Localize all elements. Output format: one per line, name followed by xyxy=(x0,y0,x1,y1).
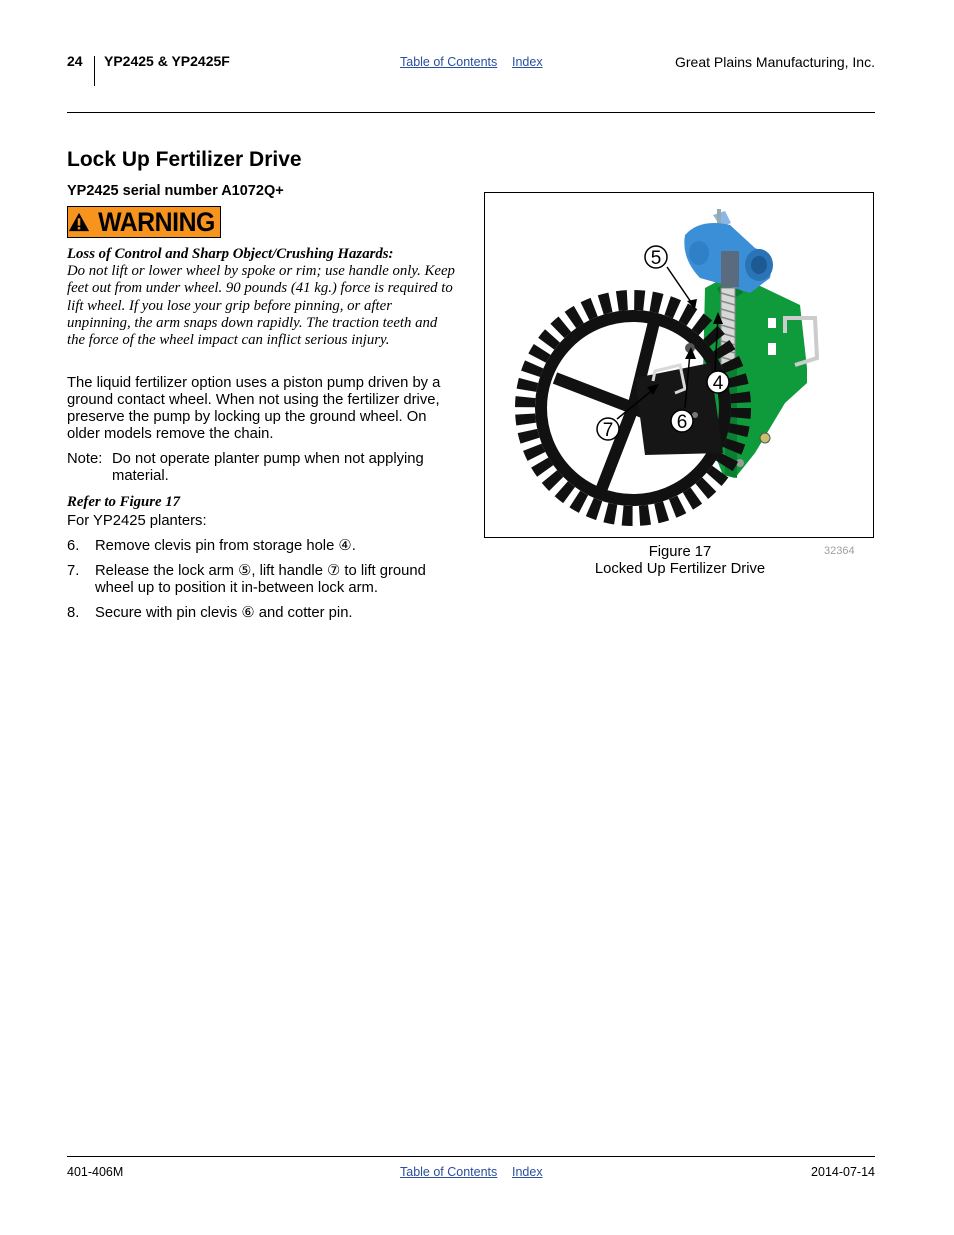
header-rule xyxy=(67,112,875,113)
step-number: 8. xyxy=(67,605,80,621)
model-name: YP2425 & YP2425F xyxy=(104,53,230,69)
warning-text: WARNING xyxy=(98,206,215,237)
figure-caption xyxy=(484,544,876,578)
note-text: Do not operate planter pump when not applying material. xyxy=(112,451,424,484)
step-list xyxy=(67,538,459,630)
warning-label xyxy=(67,206,221,238)
callout-4 xyxy=(707,371,729,394)
footer-toc-link[interactable]: Table of Contents xyxy=(400,1165,498,1179)
warning-triangle-icon xyxy=(68,211,90,233)
hazard-title: Loss of Control and Sharp Object/Crushing Hazards: xyxy=(67,246,394,262)
step-text: Secure with pin clevis ⑥ and cotter pin. xyxy=(95,605,353,621)
header-index-link[interactable]: Index xyxy=(512,55,543,69)
publication-date: 2014-07-14 xyxy=(811,1165,875,1179)
step-text: Release the lock arm ⑤, lift handle ⑦ to lift ground wheel up to position it in-between lock arm. xyxy=(95,563,426,596)
list-item xyxy=(67,563,459,597)
list-item xyxy=(67,605,459,622)
section-title: Lock Up Fertilizer Drive xyxy=(67,148,302,171)
callout-6 xyxy=(671,410,693,433)
svg-text:4: 4 xyxy=(712,373,724,394)
footer-rule xyxy=(67,1156,875,1157)
hazard-statement xyxy=(67,246,459,349)
figure-image-id: 32364 xyxy=(824,545,855,557)
company-name: Great Plains Manufacturing, Inc. xyxy=(675,54,875,70)
intro-paragraph: The liquid fertilizer option uses a piston pump driven by a ground contact wheel. When not using the fertilizer drive, preserve the pump by locking up the ground wheel. On older models remove the chain. xyxy=(67,375,441,442)
svg-text:7: 7 xyxy=(602,420,614,441)
header-divider xyxy=(94,56,95,86)
serial-subtitle: YP2425 serial number A1072Q+ xyxy=(67,183,284,199)
step-number: 7. xyxy=(67,563,80,579)
svg-text:5: 5 xyxy=(650,248,662,269)
hazard-text: Do not lift or lower wheel by spoke or rim; use handle only. Keep feet out from under wheel. 90 pounds (41 kg.) force is required to lift wheel. If you lose your grip before pinning, or after unpinning, the arm snaps down rapidly. The traction teeth and the force of the wheel impact can inflict serious injury. xyxy=(67,263,455,349)
model-applicability: For YP2425 planters: xyxy=(67,513,207,529)
document-number: 401-406M xyxy=(67,1165,124,1179)
figure-title: Locked Up Fertilizer Drive xyxy=(594,561,766,577)
step-number: 6. xyxy=(67,538,80,554)
header-toc-link[interactable]: Table of Contents xyxy=(400,55,498,69)
footer-index-link[interactable]: Index xyxy=(512,1165,543,1179)
callout-5 xyxy=(645,246,667,269)
page-number: 24 xyxy=(67,53,83,69)
figure-frame xyxy=(484,192,874,538)
list-item xyxy=(67,538,459,555)
figure-reference: Refer to Figure 17 xyxy=(67,494,181,510)
note-label: Note: xyxy=(67,451,103,467)
callout-7 xyxy=(597,418,619,441)
fertilizer-drive-illustration xyxy=(485,193,873,537)
figure-number: Figure 17 xyxy=(648,544,712,560)
blue-pump-illustration xyxy=(684,209,773,293)
step-text: Remove clevis pin from storage hole ④. xyxy=(95,538,356,554)
svg-text:6: 6 xyxy=(676,412,688,433)
